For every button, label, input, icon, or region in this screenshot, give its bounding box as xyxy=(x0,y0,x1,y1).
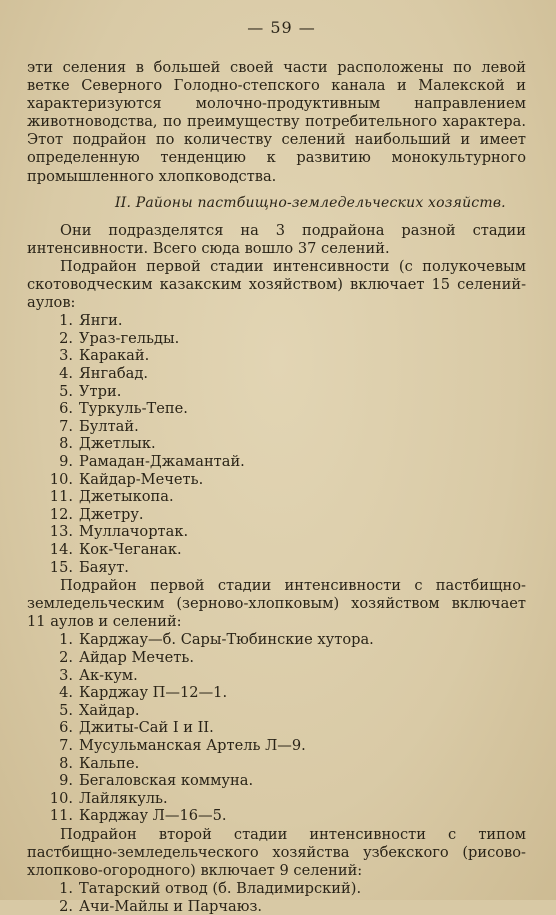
list-item-name: Карджау Л—16—5. xyxy=(79,807,227,825)
list-item-number: 10. xyxy=(49,789,73,807)
list-item xyxy=(27,471,526,489)
list-item-name: Джиты-Сай I и II. xyxy=(79,719,214,737)
list-item-name: Карджау—б. Сары-Тюбинские хутора. xyxy=(79,631,374,649)
list-item xyxy=(27,702,526,720)
list-item xyxy=(27,667,526,685)
list-item-number: 1. xyxy=(59,312,73,330)
list-item xyxy=(27,737,526,755)
subregion-3-list xyxy=(27,880,526,915)
list-item-name: Татарский отвод (б. Владимирский). xyxy=(79,880,362,898)
list-item xyxy=(27,418,526,436)
list-item-name: Туркуль-Тепе. xyxy=(79,400,188,418)
list-item xyxy=(27,772,526,790)
list-item xyxy=(27,790,526,808)
subregion-2-list xyxy=(27,631,526,825)
list-item xyxy=(27,719,526,737)
list-item-name: Янги. xyxy=(79,312,123,330)
list-item-name: Джетру. xyxy=(79,505,144,523)
list-item xyxy=(27,365,526,383)
list-item-name: Баяут. xyxy=(79,558,129,576)
list-item xyxy=(27,347,526,365)
list-item-name: Каракай. xyxy=(79,347,150,365)
list-item-number: 7. xyxy=(59,417,73,435)
list-item-number: 5. xyxy=(59,382,73,400)
list-item-number: 14. xyxy=(49,540,73,558)
list-item-name: Рамадан-Джамантай. xyxy=(79,452,245,470)
list-item xyxy=(27,312,526,330)
list-item-number: 2. xyxy=(59,649,73,666)
subregion-1-intro: Подрайон первой стадии интенсивности (с полукочевым скотоводческим казакским хозяйством) включает 15 селений-аулов: xyxy=(27,257,526,312)
list-item xyxy=(27,506,526,524)
list-item-number: 4. xyxy=(59,365,73,382)
list-item xyxy=(27,807,526,825)
list-item-number: 1. xyxy=(59,631,73,649)
list-item-number: 1. xyxy=(59,880,73,898)
list-item-number: 9. xyxy=(59,452,73,470)
list-item xyxy=(27,880,526,898)
list-item-name: Кальпе. xyxy=(79,754,140,772)
list-item-name: Бултай. xyxy=(79,417,139,435)
list-item xyxy=(27,755,526,773)
list-item-name: Утри. xyxy=(79,382,122,400)
list-item xyxy=(27,435,526,453)
list-item-number: 10. xyxy=(49,470,73,488)
list-item xyxy=(27,649,526,667)
list-item-number: 9. xyxy=(59,772,73,790)
list-item-name: Ак-кум. xyxy=(79,666,138,684)
list-item-number: 8. xyxy=(59,435,73,453)
list-item-number: 6. xyxy=(59,400,73,418)
subregion-3-intro: Подрайон второй стадии интенсивности с типом пастбищно-земледельческого хозяйства узбекского (рисово-хлопково-огородного) включает 9 селений: xyxy=(27,825,526,880)
list-item xyxy=(27,488,526,506)
list-item-number: 4. xyxy=(59,684,73,702)
intro-paragraph: эти селения в большей своей части расположены по левой ветке Северного Голодно-степского канала и Малекской и характеризуются молочно-продуктивным направлением животноводства, по преимуществу потребительного характера. Этот подрайон по количеству селений наибольший и имеет определенную тенденцию к развитию монокультурного промышленного хлопководства. xyxy=(27,59,526,185)
list-item xyxy=(27,453,526,471)
list-item xyxy=(27,559,526,577)
list-item-number: 8. xyxy=(59,754,73,772)
list-item xyxy=(27,523,526,541)
list-item-number: 3. xyxy=(59,347,73,365)
list-item-number: 13. xyxy=(49,523,73,541)
list-item-number: 11. xyxy=(49,807,73,825)
page-number: — 59 — xyxy=(247,18,316,37)
list-item-number: 2. xyxy=(59,897,73,915)
list-item-name: Джетыкопа. xyxy=(79,488,174,506)
list-item xyxy=(27,631,526,649)
list-item-name: Лайлякуль. xyxy=(79,789,168,807)
list-item xyxy=(27,383,526,401)
list-item-number: 15. xyxy=(49,558,73,576)
list-item xyxy=(27,541,526,559)
list-item-number: 11. xyxy=(49,488,73,506)
list-item-number: 3. xyxy=(59,666,73,684)
list-item xyxy=(27,400,526,418)
list-item-name: Айдар Мечеть. xyxy=(79,649,194,666)
section-heading: II. Районы пастбищно-земледельческих хозяйств. xyxy=(115,194,506,211)
list-item-number: 6. xyxy=(59,719,73,737)
list-item xyxy=(27,898,526,915)
list-item-name: Хайдар. xyxy=(79,701,140,719)
list-item-name: Кайдар-Мечеть. xyxy=(79,470,204,488)
list-item-name: Муллачортак. xyxy=(79,523,189,541)
list-item xyxy=(27,684,526,702)
list-item-number: 2. xyxy=(59,329,73,347)
list-item-name: Бегаловская коммуна. xyxy=(79,772,254,790)
list-item-name: Джетлык. xyxy=(79,435,156,453)
subregion-1-list xyxy=(27,312,526,576)
list-item-name: Янгабад. xyxy=(79,365,148,382)
section-intro: Они подразделятся на 3 подрайона разной стадии интенсивности. Всего сюда вошло 37 селений. xyxy=(27,221,526,257)
list-item-number: 7. xyxy=(59,736,73,754)
list-item xyxy=(27,330,526,348)
list-item-number: 5. xyxy=(59,701,73,719)
list-item-name: Ураз-гельды. xyxy=(79,329,180,347)
list-item-name: Кок-Чеганак. xyxy=(79,540,182,558)
list-item-number: 12. xyxy=(49,505,73,523)
list-item-name: Мусульманская Артель Л—9. xyxy=(79,736,306,754)
subregion-2-intro: Подрайон первой стадии интенсивности с пастбищно-земледельческим (зерново-хлопковым) хозяйством включает 11 аулов и селений: xyxy=(27,577,526,631)
list-item-name: Ачи-Майлы и Парчаюз. xyxy=(79,897,263,915)
list-item-name: Карджау П—12—1. xyxy=(79,684,228,702)
